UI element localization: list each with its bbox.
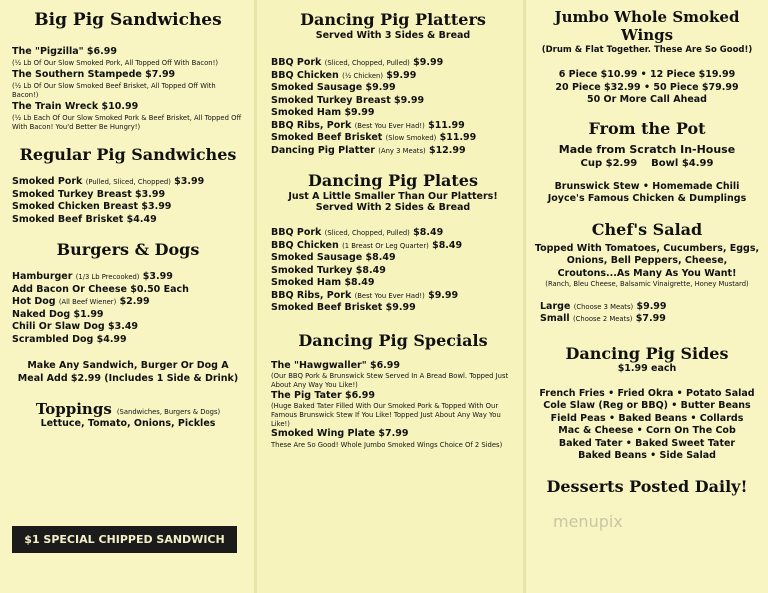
watermark-logo: menupix [553,512,623,531]
plates-subtitle-1: Just A Little Smaller Than Our Platters! [288,191,498,202]
toppings-list: Lettuce, Tomato, Onions, Pickles [40,418,216,430]
sides-title: Dancing Pig Sides [565,343,729,363]
platters-subtitle: Served With 3 Sides & Bread [315,30,471,41]
menu-item: Chili Or Slaw Dog $3.49 [12,321,139,333]
promo-banner: $1 SPECIAL CHIPPED SANDWICH [12,526,237,553]
wings-subtitle: (Drum & Flat Together. These Are So Good!) [541,45,753,55]
wings-prices-1: 6 Piece $10.99 • 12 Piece $19.99 [558,69,736,80]
salad-line-3: Croutons...As Many As You Want! [557,267,737,279]
sides-line: Cole Slaw (Reg or BBQ) • Butter Beans [543,400,751,412]
item-name: The Southern Stampede $7.99 [12,69,176,81]
platters-title: Dancing Pig Platters [300,10,486,29]
menu-item: Hot Dog (All Beef Wiener) $2.99 [12,296,150,308]
item-name: The Train Wreck $10.99 [12,101,139,113]
menu-item: BBQ Chicken (1 Breast Or Leg Quarter) $8.49 [271,239,463,251]
menu-item: Hamburger (1/3 Lb Precooked) $3.99 [12,271,173,283]
salad-line-2: Onions, Bell Peppers, Cheese, [566,255,728,266]
pot-line-1: Made from Scratch In-House [558,142,736,156]
item-desc: (Huge Baked Tater Filled With Our Smoked Pork & Topped With Our Famous Brunswick Stew If You Like! Topped Just About Any Way You Like!) [271,402,501,428]
sides-line: Baked Tater • Baked Sweet Tater [558,437,736,449]
menu-item [271,428,515,449]
pot-title: From the Pot [588,118,706,138]
menu-item: Smoked Beef Brisket $4.49 [12,213,157,225]
menu-item: Smoked Sausage $8.49 [271,252,396,263]
toppings-note: (Sandwiches, Burgers & Dogs) [116,408,221,417]
salad-title: Chef's Salad [591,219,703,239]
burgers-dogs-title: Burgers & Dogs [56,240,200,260]
desserts-title: Desserts Posted Daily! [546,476,748,496]
item-name: The "Pigzilla" $6.99 [12,46,117,57]
menu-item: Smoked Turkey Breast $3.99 [12,188,166,200]
menu-item: Smoked Sausage $9.99 [271,82,396,93]
pot-line-3: Brunswick Stew • Homemade Chili [554,180,740,192]
sides-line: French Fries • Fried Okra • Potato Salad [539,387,755,399]
menu-panel-right [526,0,768,593]
menu-item: Smoked Chicken Breast $3.99 [12,201,172,213]
menu-item: Smoked Pork (Pulled, Sliced, Chopped) $3.99 [12,176,205,188]
pot-line-4: Joyce's Famous Chicken & Dumplings [547,193,747,204]
menu-item: BBQ Chicken (½ Chicken) $9.99 [271,69,417,81]
menu-item: Smoked Beef Brisket $9.99 [271,302,416,313]
salad-large: Large (Choose 3 Meats) $9.99 [540,300,667,312]
sides-line: Field Peas • Baked Beans • Collards [550,412,744,424]
menu-item: Dancing Pig Platter (Any 3 Meats) $12.99 [271,144,466,156]
item-desc: (½ Lb Of Our Slow Smoked Beef Brisket, All Topped Off With Bacon!) [12,81,216,99]
menu-item: BBQ Ribs, Pork (Best You Ever Had!) $11.99 [271,119,465,131]
menu-panel-left [0,0,254,593]
menu-item: Naked Dog $1.99 [12,308,104,320]
menu-panel-middle [257,0,523,593]
menu-item: Smoked Turkey $8.49 [271,264,386,276]
specials-title: Dancing Pig Specials [298,330,488,350]
menu-item [271,390,515,429]
item-name: The Pig Tater $6.99 [271,389,376,401]
menu-item: BBQ Pork (Sliced, Chopped, Pulled) $8.49 [271,227,444,238]
item-desc: These Are So Good! Whole Jumbo Smoked Wings Choice Of 2 Sides) [271,440,503,449]
menu-item [12,69,244,99]
menu-item: Smoked Ham $9.99 [271,107,375,118]
menu-item: Smoked Turkey Breast $9.99 [271,94,425,106]
regular-pig-title: Regular Pig Sandwiches [19,145,237,165]
item-desc: (Our BBQ Pork & Brunswick Stew Served In A Bread Bowl. Topped Just About Any Way You Like!) [271,372,509,389]
salad-dressings: (Ranch, Bleu Cheese, Balsamic Vinaigrette, Honey Mustard) [545,280,749,288]
toppings-section [12,399,244,431]
menu-item [12,46,244,67]
menu-item: Add Bacon Or Cheese $0.50 Each [12,283,189,295]
meal-upgrade: Make Any Sandwich, Burger Or Dog A Meal Add $2.99 (Includes 1 Side & Drink) [17,360,239,384]
salad-small: Small (Choose 2 Meats) $7.99 [540,313,666,325]
wings-title: Jumbo Whole Smoked Wings [554,8,740,44]
menu-item: BBQ Ribs, Pork (Best You Ever Had!) $9.99 [271,289,459,301]
menu-item: Smoked Ham $8.49 [271,277,375,288]
item-desc: (½ Lb Each Of Our Slow Smoked Pork & Beef Brisket, All Topped Off With Bacon! You'd Better Be Hungry!) [12,113,242,131]
plates-subtitle-2: Served With 2 Sides & Bread [315,202,471,213]
menu-item [271,360,515,390]
pot-prices: Cup $2.99 Bowl $4.99 [580,157,714,169]
salad-line-1: Topped With Tomatoes, Cucumbers, Eggs, [534,242,760,254]
big-pig-title: Big Pig Sandwiches [34,10,222,30]
menu-item: BBQ Pork (Sliced, Chopped, Pulled) $9.99 [271,57,444,68]
plates-title: Dancing Pig Plates [307,171,478,190]
item-name: Smoked Wing Plate $7.99 [271,428,409,440]
wings-call-ahead: 50 Or More Call Ahead [587,94,707,105]
toppings-title: Toppings [35,400,112,419]
sides-price: $1.99 each [617,362,677,374]
item-name: The "Hawgwaller" $6.99 [271,359,401,371]
menu-item [12,101,244,131]
sides-line: Baked Beans • Side Salad [578,450,716,462]
sides-line: Mac & Cheese • Corn On The Cob [558,425,736,437]
item-desc: (½ Lb Of Our Slow Smoked Pork, All Topped Off With Bacon!) [12,58,218,67]
menu-item: Scrambled Dog $4.99 [12,333,127,345]
menu-item: Smoked Beef Brisket (Slow Smoked) $11.99 [271,132,477,143]
wings-prices-2: 20 Piece $32.99 • 50 Piece $79.99 [555,81,739,93]
